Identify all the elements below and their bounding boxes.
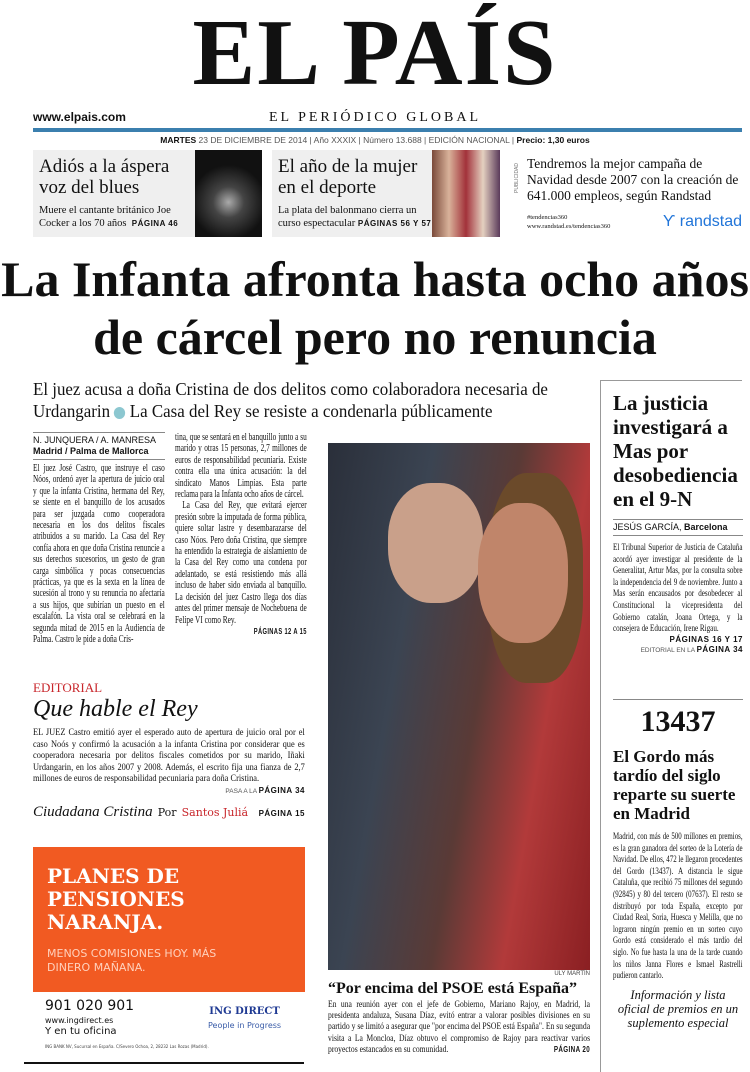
photo-caption: En una reunión ayer con el jefe de Gobierno, Mariano Rajoy, en Madrid, la presidenta andaluza, Susana Díaz, evitó entrar a valorar posibles divisiones en su partido y se limitó a asegurar que "por encima del PSOE está España". En su segunda visita a La Moncloa, Díaz obtuvo el compromiso de Rajoy para reactivar varios proyectos estancados en su comunidad. PÁGINA 20 [328,999,591,1055]
date-line [0,135,750,145]
ing-ad[interactable] [33,847,305,992]
main-headline: La Infanta afronta hasta ocho años de cárcel pero no renuncia [1,251,749,365]
teaser-photo [432,150,500,237]
masthead-rule [33,128,742,132]
main-subhead: El juez acusa a doña Cristina de dos delitos como colaboradora necesaria de Urdangarin La Casa del Rey se resiste a condenarla públicamente [33,379,548,421]
editorial[interactable]: EDITORIAL Que hable el Rey EL JUEZ Castro emitió ayer el esperado auto de apertura de juicio oral por el caso Noós y confirmó la acusación a la infanta Cristina por considerar que es cooperadora necesaria por delitos fiscales cometidos por su marido, Iñaki Urdangarin, en los años 2007 y 2008. Además, el escrito fija una fianza de 2,7 millones de euros de responsabilidad pecuniaria para doña Cristina. PASA A LA PÁGINA 34 Ciudadana Cristina Por Santos Juliá PÁGINA 15 [33,680,305,820]
editorial-title: Que hable el Rey [33,696,198,722]
ad-text: Tendremos la mejor campaña de Navidad desde 2007 con la creación de 641.000 empleos, según Randstad [527,156,739,203]
ad-label: PUBLICIDAD [514,162,521,194]
website-link[interactable]: www.elpais.com [33,110,126,124]
teaser-title: Adiós a la áspera voz del blues [39,156,170,198]
mas-headline: La justicia investigará a Mas por desobediencia en el 9-N [613,391,738,511]
bullet-icon [114,407,125,419]
teaser-text: La plata del balonmano cierra un curso espectacular PÁGINAS 56 Y 57 [278,205,432,229]
ad-links: #tendencias360 www.randstad.es/tendencias360 [527,214,611,230]
randstad-ad[interactable] [510,150,742,237]
opinion-item[interactable]: Ciudadana Cristina Por Santos Juliá PÁGINA 15 [33,803,305,820]
price: Precio: 1,30 euros [516,135,590,145]
teaser-photo [195,150,262,237]
mas-article[interactable]: La justicia investigará a Mas por desobediencia en el 9-N JESÚS GARCÍA, Barcelona El Tribunal Superior de Justicia de Cataluña acordó ayer investigar al presidente de la Generalitat, Artur Mas, por la consulta sobre la independencia del 9 de noviembre. Junto a Mas serán encausados por desobedecer al Constitucional la vicepresidenta del Gobierno catalán, Joana Ortega, y la consejera de Educación, Irene Rigau. PÁGINAS 16 Y 17 EDITORIAL EN LA PÁGINA 34 [613,391,743,654]
divider [24,1062,304,1064]
mas-text: El Tribunal Superior de Justicia de Cataluña acordó ayer investigar al presidente de la Generalitat, Artur Mas, por la consulta sobre la independencia del 9 de noviembre. Junto a Mas serán encausados por desobedecer al Constitucional la vicepresidenta del Gobierno catalán, Joana Ortega, y la consejera de Educación, Irene Rigau. [613,542,743,635]
ing-contact: 901 020 901 www.ingdirect.es Y en tu oficina ING BANK NV, Sucursal en España. C/Severo Ochoa, 2, 28232 Las Rozas (Madrid). [45,998,209,1049]
tagline: EL PERIÓDICO GLOBAL [268,110,482,125]
main-article-col1: El juez José Castro, que instruye el caso Nóos, ordenó ayer la apertura de juicio oral y que la infanta Cristina, hermana del Rey, se siente en el banquillo de los acusados para ser juzgada como cooperadora necesaria en los dos delitos fiscales atribuidos a su marido. La Casa del Rey confía ahora en que doña Cristina renuncie a sus derechos sucesorios, un gesto de gran carga simbólica y pocas consecuencias prácticas, ya que es la sexta en la línea de sucesión al trono y su renuncia no afectaría a sus hijos, que subirían un puesto en el escalafón. La vista oral se celebrará en la segunda mitad de 2015 en la Audiencia de Palma. Castro le pide a doña Cris- [33,463,165,646]
masthead-logo: EL PAÍS [192,1,558,105]
photo-credit: ULY MARTÍN [554,971,590,977]
photo-caption-title: “Por encima del PSOE está España” [328,980,578,997]
right-column [600,380,742,1072]
main-article-col2: tina, que se sentará en el banquillo junto a su marido y otras 15 personas, 2,7 millones de euros de responsabilidad pecuniaria. Existe contra ella una única acusación: la del sindicato Manos Limpias. Esta parte reclama para la Infanta ocho años de cárcel. La Casa del Rey, que evitará ejercer presión sobre la imputada de forma pública, quiere soltar lastre y desembarazarse del caso Nóos. Pero doña Cristina, que siempre ha entendido la estrategia de aislamiento de la Casa del Rey como una condena por adelantado, se está resistiendo más allá incluso de haber sido enviada al banquillo. La decisión del juez Castro llega dos días antes del primer mensaje de Nochebuena de Felipe VI como Rey. PÁGINAS 12 A 15 [175,432,307,636]
randstad-logo: ϒ randstad [662,213,742,230]
main-photo[interactable] [328,443,590,970]
teaser-text: Muere el cantante británico Joe Cocker a los 70 años PÁGINA 46 [39,205,179,229]
ing-logo: ING DIRECT People in Progress [208,1006,282,1030]
teaser-women-sport[interactable] [272,150,500,237]
ad-title: PLANES DE PENSIONES NARANJA. [47,864,185,934]
date-info: 23 DE DICIEMBRE DE 2014 | Año XXXIX | Número 13.688 | EDICIÓN NACIONAL | [198,135,517,145]
lottery-article[interactable]: El Gordo más tardío del siglo reparte su suerte en Madrid Madrid, con más de 500 millones en premios, es la gran ganadora del sorteo de la Lotería de Navidad. De ellos, 472 le llegaron procedentes del Gordo (13437). A distancia le sigue Cataluña, que recibió 75 millones del segundo (92845) y 80 del tercero (07637). El resto se distribuyó por toda España, excepto por Ciudad Real, Soria, Huesca y Melilla, que no lograron ningún premio en un sorteo cuyo Gordo está considerado el más tardío del siglo. No fue hasta la una de la tarde cuando los niños Janna Flores e Ismael Rastrelli pudieron cantarlo. Información y lista oficial de premios en un suplemento especial [613,747,743,1030]
ad-subtitle: MENOS COMISIONES HOY. MÁS DINERO MAÑANA. [47,947,217,974]
date-day: MARTES [160,135,197,145]
byline: N. JUNQUERA / A. MANRESA Madrid / Palma de Mallorca [33,432,165,460]
teaser-joe-cocker[interactable] [33,150,262,237]
teaser-title: El año de la mujer en el deporte [278,156,418,198]
randstad-icon: ϒ [662,213,680,230]
lottery-number: 13437 [613,699,743,740]
editorial-text: EL JUEZ Castro emitió ayer el esperado auto de apertura de juicio oral por el caso Noós y confirmó la acusación a la infanta Cristina por considerar que es cooperadora necesaria por delitos fiscales cometidos por su marido, Iñaki Urdangarin, en los años 2007 y 2008. Además, el escrito fija una fianza de 2,7 millones de euros de responsabilidad pecuniaria para doña Cristina. [33,728,305,784]
